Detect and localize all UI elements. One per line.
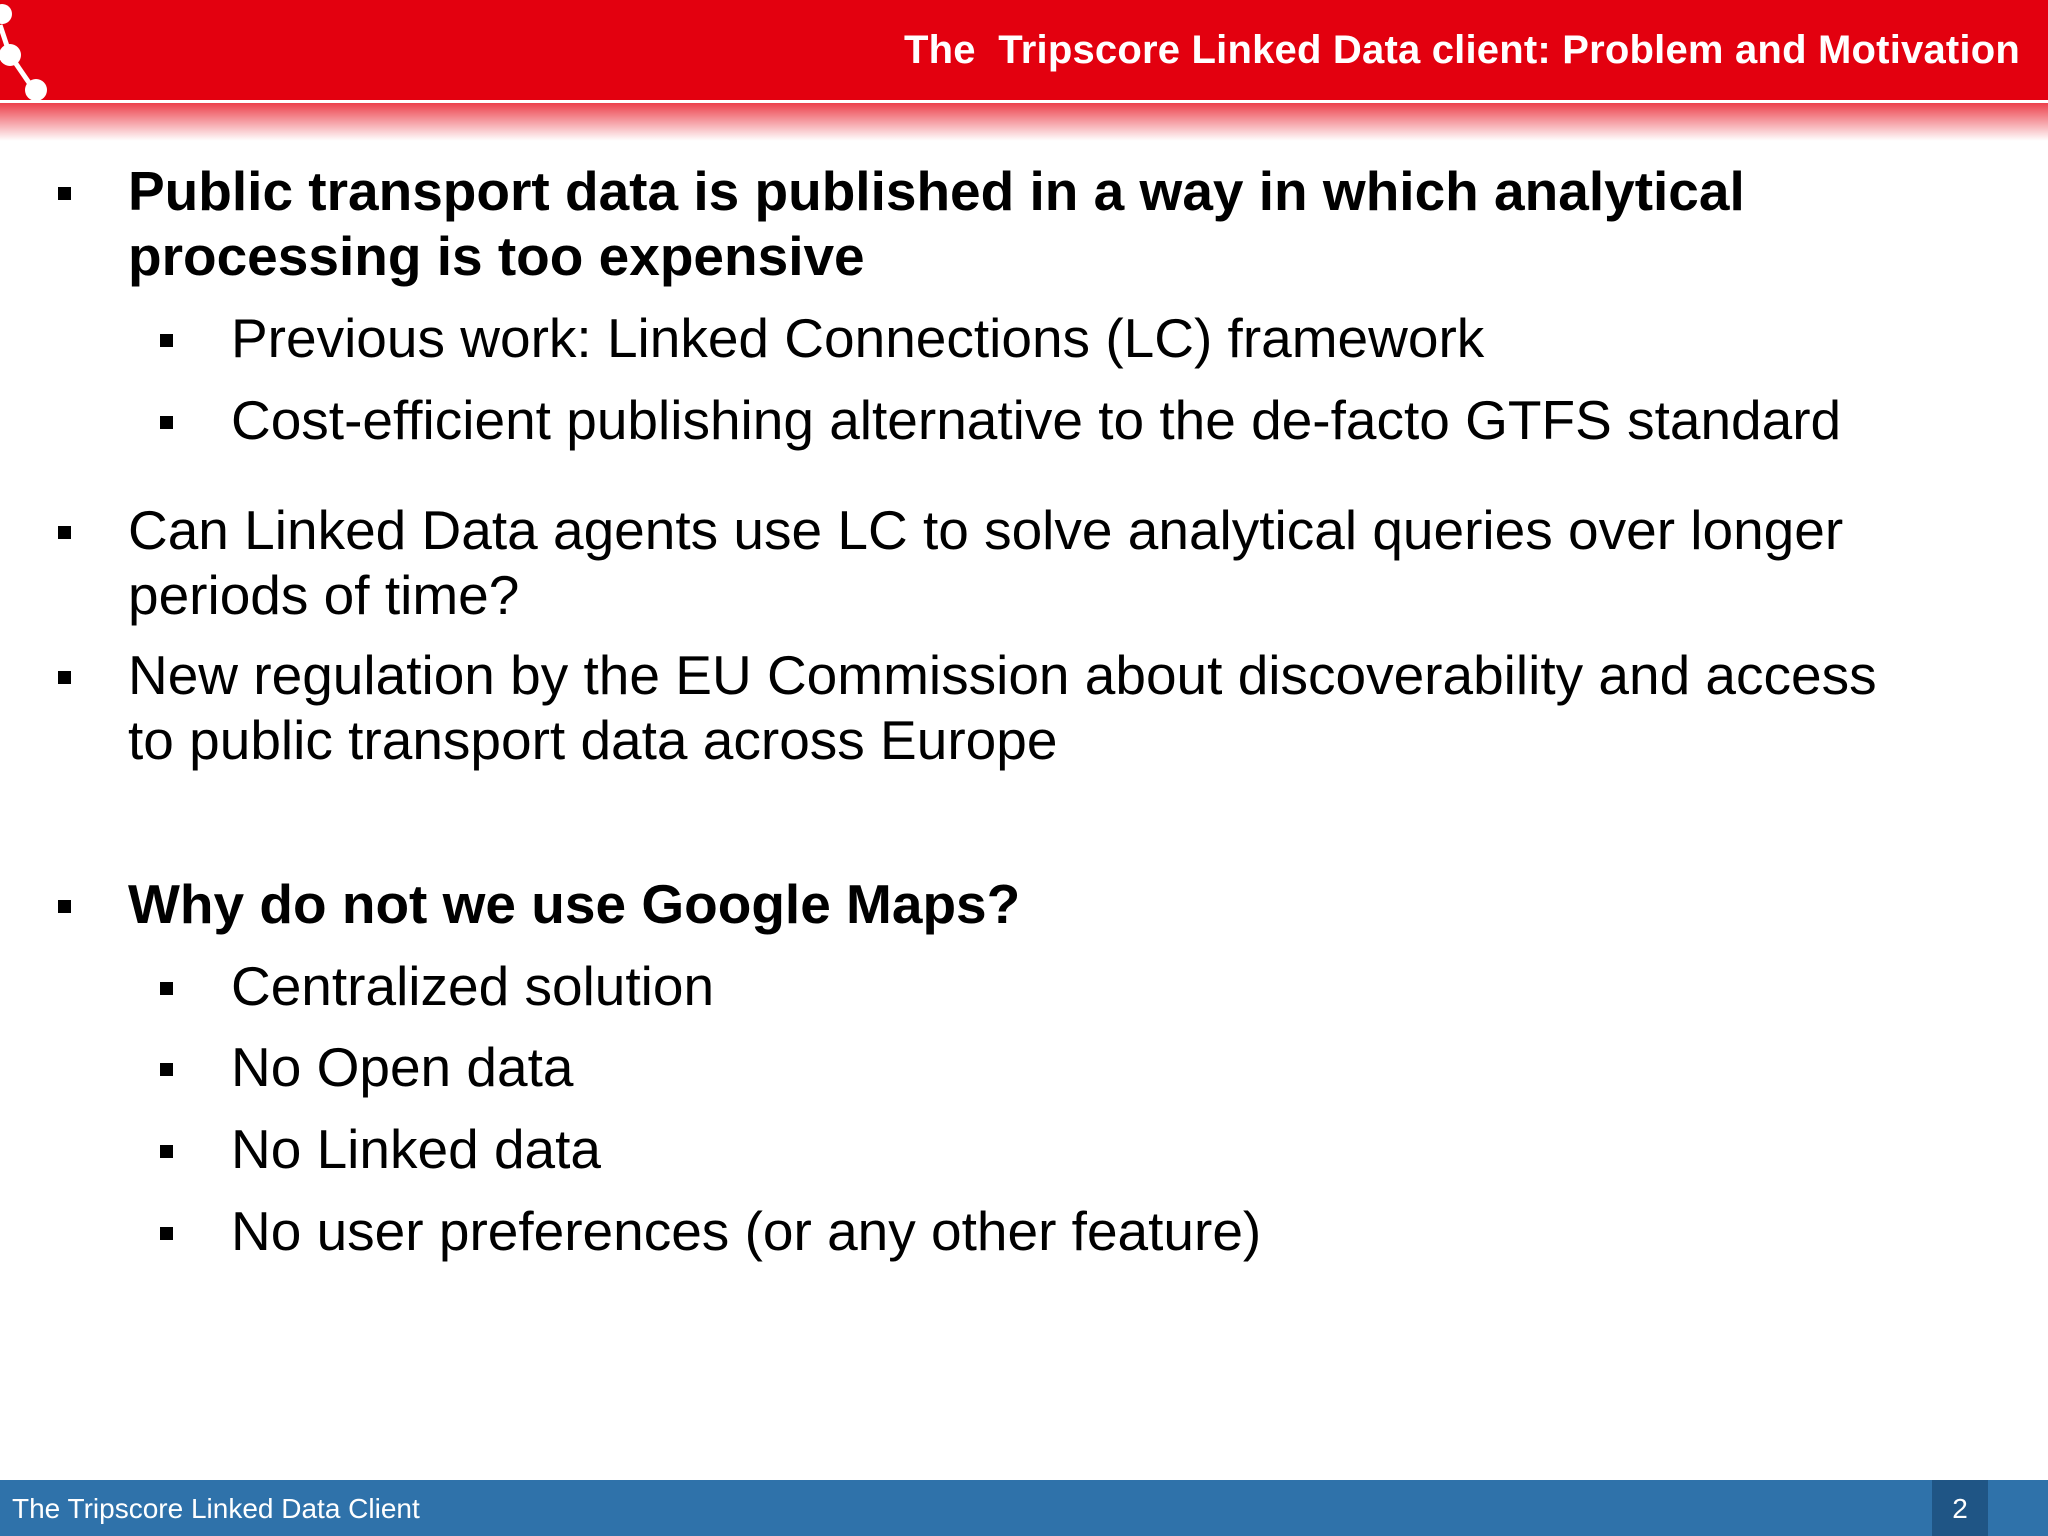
molecule-network-icon — [0, 0, 60, 110]
sub-bullet-marker — [160, 1063, 173, 1076]
bullet-text: Public transport data is published in a way in which analytical — [128, 160, 1745, 222]
sub-bullet-text: No Open data — [231, 1036, 574, 1098]
bullet-text-continued: to public transport data across Europe — [128, 709, 1058, 771]
sub-bullet-marker — [160, 334, 173, 347]
bullet-marker — [58, 526, 71, 539]
sub-bullet-text: Centralized solution — [231, 955, 715, 1017]
bullet-marker — [58, 187, 71, 200]
sub-bullet-text: No Linked data — [231, 1118, 601, 1180]
sub-bullet-marker — [160, 1227, 173, 1240]
header-shadow — [0, 103, 2048, 141]
sub-bullet-text: No user preferences (or any other feature) — [231, 1200, 1262, 1262]
bullet-text-continued: periods of time? — [128, 564, 520, 626]
slide-title: The Tripscore Linked Data client: Problem and Motivation — [903, 28, 2020, 72]
bullet-text: Can Linked Data agents use LC to solve analytical queries over longer — [128, 499, 1844, 561]
bullet-text: New regulation by the EU Commission about discoverability and access — [128, 644, 1877, 706]
bullet-marker — [58, 900, 71, 913]
bullet-text-continued: processing is too expensive — [128, 225, 865, 287]
sub-bullet-text: Cost-efficient publishing alternative to the de-facto GTFS standard — [231, 389, 1842, 451]
sub-bullet-marker — [160, 1145, 173, 1158]
sub-bullet-marker — [160, 982, 173, 995]
page-number: 2 — [1952, 1493, 1968, 1524]
sub-bullet-marker — [160, 416, 173, 429]
bullet-marker — [58, 671, 71, 684]
footer-title: The Tripscore Linked Data Client — [12, 1493, 420, 1524]
sub-bullet-text: Previous work: Linked Connections (LC) framework — [231, 307, 1485, 369]
bullet-text: Why do not we use Google Maps? — [128, 873, 1021, 935]
